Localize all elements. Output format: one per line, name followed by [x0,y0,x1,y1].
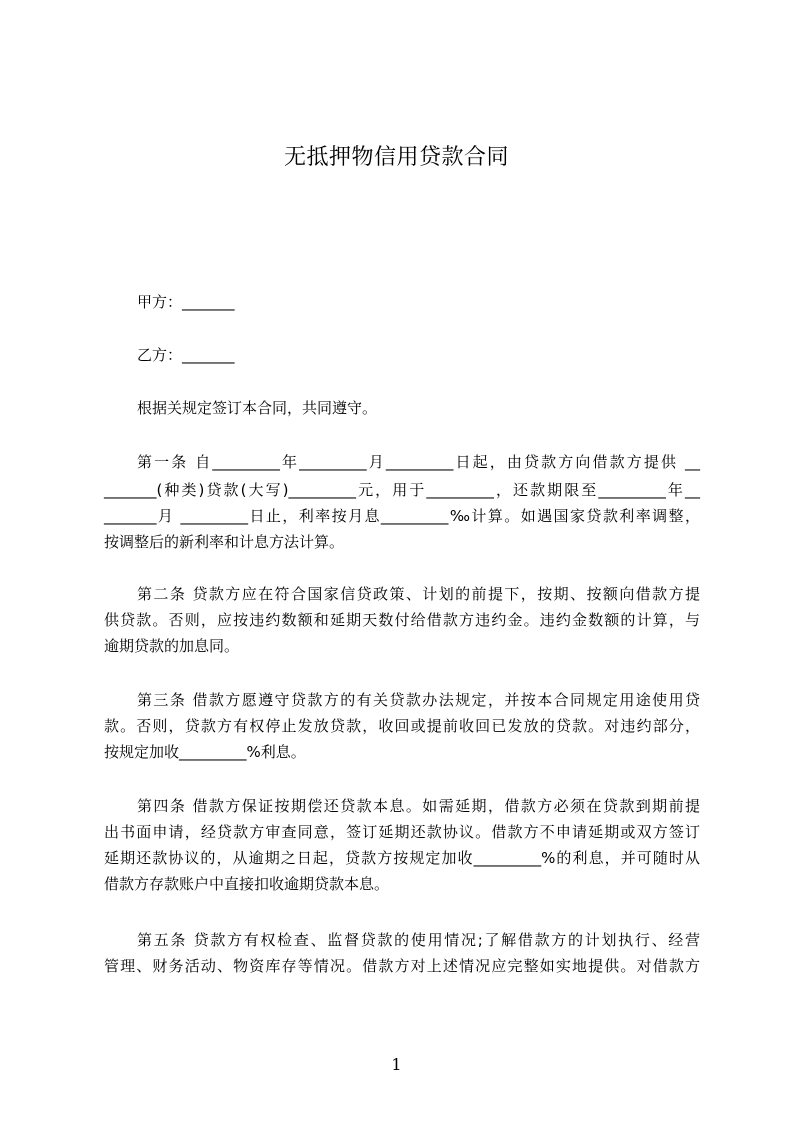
article5-line2: 管理、财务活动、物资库存等情况。借款方对上述情况应完整如实地提供。对借款方 [104,957,700,975]
article4-line3: 延期还款协议的，从逾期之日起，贷款方按规定加收_________%的利息，并可随时从 [104,849,700,867]
article3-line3: 按规定加收_________%利息。 [104,743,306,761]
page-number: 1 [391,1055,402,1074]
article2-line2: 供贷款。否则，应按违约数额和延期天数付给借款方违约金。违约金数额的计算，与 [104,611,700,629]
article1-line1: 第一条 自_________年_________月_________日起，由贷款方向借款方提供 __ [137,453,700,471]
article5-line1: 第五条 贷款方有权检查、监督贷款的使用情况;了解借款方的计划执行、经营 [137,931,700,949]
document-title: 无抵押物信用贷款合同 [283,145,509,170]
intro-line: 根据关规定签订本合同，共同遵守。 [137,399,378,417]
party-b-line: 乙方：_______ [137,346,235,364]
article4-line1: 第四条 借款方保证按期偿还贷款本息。如需延期，借款方必须在贷款到期前提 [137,797,700,815]
article3-line2: 款。否则，贷款方有权停止发放贷款，收回或提前收回已发放的贷款。对违约部分， [104,717,700,735]
party-a-line: 甲方：_______ [137,293,235,311]
article4-line4: 借款方存款账户中直接扣收逾期贷款本息。 [104,875,390,893]
article2-line1: 第二条 贷款方应在符合国家信贷政策、计划的前提下，按期、按额向借款方提 [137,585,700,603]
article3-line1: 第三条 借款方愿遵守贷款方的有关贷款办法规定，并按本合同规定用途使用贷 [137,691,700,709]
article4-line2: 出书面申请，经贷款方审查同意，签订延期还款协议。借款方不申请延期或双方签订 [104,823,700,841]
article1-line3: _______月 _________日止，利率按月息_________‰计算。如遇国家贷款利率调整， [104,507,700,525]
article1-line4: 按调整后的新利率和计息方法计算。 [104,533,345,551]
article1-line2: _______(种类)贷款(大写)_________元，用于_________，还款期限至_________年__ [104,481,700,499]
article2-line3: 逾期贷款的加息同。 [104,637,240,655]
